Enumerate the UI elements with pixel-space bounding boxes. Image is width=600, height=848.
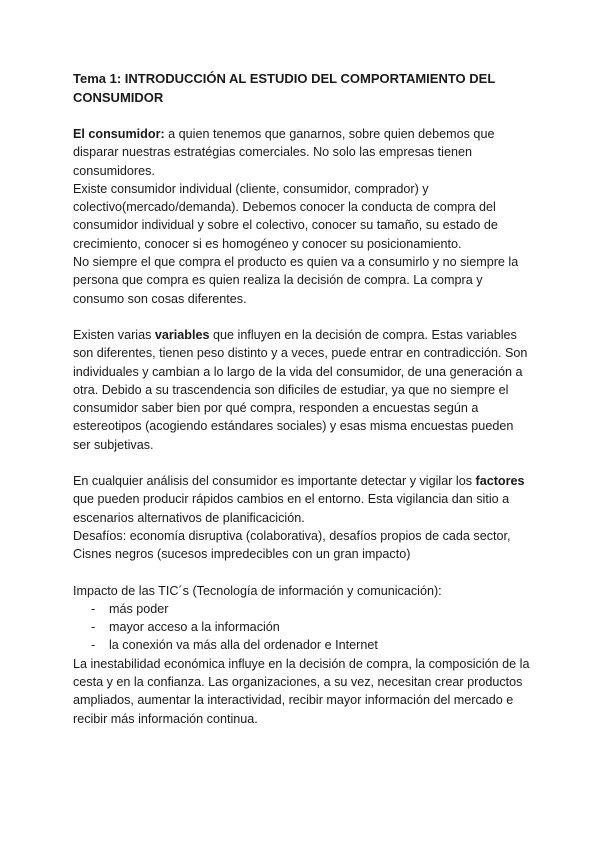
tic-impact-list (73, 600, 533, 655)
list-item-text: más poder (109, 601, 169, 616)
challenges-paragraph: Desafíos: economía disruptiva (colaborativa), desafíos propios de cada sector, Cisnes negros (sucesos impredecibles con un gran impacto) (73, 528, 511, 562)
factors-text-after: que pueden producir rápidos cambios en el entorno. Esta vigilancia dan sitio a escenarios alternativos de planificacición. (73, 492, 510, 525)
consumer-types-paragraph: Existe consumidor individual (cliente, consumidor, comprador) y colectivo(mercado/demanda). Debemos conocer la conducta de compra del consumidor individual y sobre el colectivo, conocer su tamaño, su estado de crecimiento, conocer si es homogéneo y conocer su posicionamiento. (73, 181, 498, 251)
document-title: Tema 1: INTRODUCCIÓN AL ESTUDIO DEL COMPORTAMIENTO DEL CONSUMIDOR (73, 71, 496, 105)
list-item (73, 636, 533, 654)
variables-text-before: Existen varias (73, 327, 155, 342)
list-item (73, 618, 533, 636)
dash-bullet: - (91, 638, 96, 653)
factors-text-before: En cualquier análisis del consumidor es importante detectar y vigilar los (73, 474, 476, 489)
spacer (73, 454, 533, 472)
dash-bullet: - (91, 620, 96, 635)
economic-instability-paragraph: La inestabilidad económica influye en la decisión de compra, la composición de la cesta y en la confianza. Las organizaciones, a su vez, necesitan crear productos ampliados, aumentar la interactividad, recibir mayor información del mercado e recibir más información continua. (73, 656, 530, 726)
spacer (73, 308, 533, 326)
consumer-paragraph (73, 125, 533, 180)
spacer (73, 564, 533, 582)
list-item (73, 600, 533, 618)
tic-intro: Impacto de las TIC´s (Tecnología de información y comunicación): (73, 583, 442, 598)
consumer-definition: a quien tenemos que ganarnos, sobre quien debemos que disparar nuestras estratégias comerciales. No solo las empresas tienen consumidores. (73, 127, 495, 178)
variables-term: variables (154, 327, 210, 342)
document-page (73, 70, 533, 728)
dash-bullet: - (91, 601, 96, 616)
factors-term: factores (475, 474, 525, 489)
consumer-term: El consumidor: (73, 127, 165, 141)
list-item-text: la conexión va más alla del ordenador e Internet (109, 638, 378, 653)
buyer-vs-consumer-paragraph: No siempre el que compra el producto es quien va a consumirlo y no siempre la persona que compra es quien realiza la decisión de compra. La compra y consumo son cosas diferentes. (73, 255, 519, 306)
list-item-text: mayor acceso a la información (109, 620, 280, 635)
variables-text-after: que influyen en la decisión de compra. Estas variables son diferentes, tienen peso distinto y a veces, puede entrar en contradicción. Son individuales y cambian a lo largo de la vida del consumidor, de una generación a otra. Debido a su trascendencia son dificiles de estudiar, ya que no siempre el consumidor saber bien por qué compra, responden a encuestas según a estereotipos (acogiendo estándares sociales) y esas misma encuestas pueden ser subjetivas. (73, 327, 528, 452)
factors-paragraph (73, 472, 533, 527)
variables-paragraph (73, 326, 533, 454)
